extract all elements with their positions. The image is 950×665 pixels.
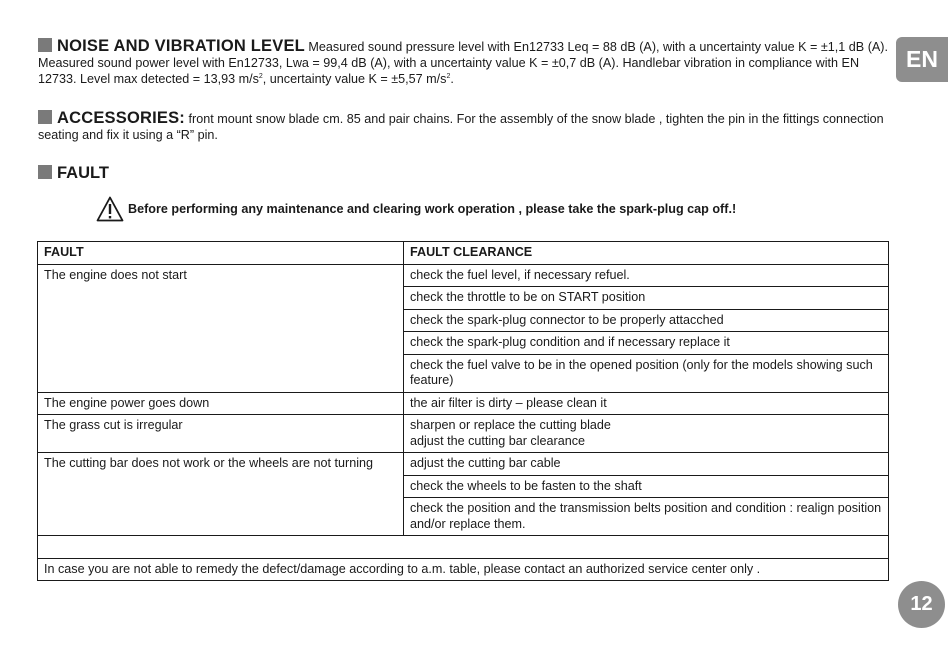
noise-sup-b: 2: [446, 73, 451, 80]
section-square-icon: [38, 165, 52, 179]
page-number: 12: [910, 593, 933, 615]
fault-cell: The grass cut is irregular: [38, 415, 404, 453]
fault-table: [37, 241, 889, 581]
noise-title: NOISE AND VIBRATION LEVEL: [57, 37, 305, 55]
remedy-cell: check the spark-plug condition and if necessary replace it: [404, 332, 889, 355]
accessories-section: [38, 110, 888, 143]
table-row: [38, 264, 889, 287]
warning-text: Before performing any maintenance and clearing work operation , please take the spark-plug cap off.!: [128, 202, 737, 216]
noise-text-b: , uncertainty value K = ±5,57 m/s: [262, 72, 447, 86]
fault-heading-label: FAULT: [57, 164, 109, 182]
table-footer-row: [38, 558, 889, 581]
language-tab-label: EN: [906, 46, 938, 72]
table-header-row: [38, 242, 889, 265]
header-fault-clearance: FAULT CLEARANCE: [404, 242, 889, 265]
empty-cell: [38, 536, 889, 559]
noise-text-a: Measured sound pressure level with En12733 Leq = 88 dB (A), with a uncertainty value K = ±1,1 dB (A). Measured sound power level with En12733, Lwa = 99,4 dB (A), with a uncertainty value K = ±0,7 dB (A). Handlebar vibration in compliance with EN 12733. Level max detected = 13,93 m/s: [38, 40, 888, 86]
page-number-badge: [898, 581, 945, 628]
remedy-line: sharpen or replace the cutting blade: [410, 418, 611, 432]
remedy-cell: [404, 415, 889, 453]
table-row: [38, 392, 889, 415]
section-square-icon: [38, 110, 52, 124]
warning-note: [96, 196, 736, 222]
remedy-cell: check the position and the transmission belts position and condition : realign position and/or replace them.: [404, 498, 889, 536]
noise-text-c: .: [450, 72, 454, 86]
remedy-cell: adjust the cutting bar cable: [404, 453, 889, 476]
remedy-cell: check the throttle to be on START position: [404, 287, 889, 310]
footer-note: In case you are not able to remedy the defect/damage according to a.m. table, please contact an authorized service center only .: [38, 558, 889, 581]
accessories-text: front mount snow blade cm. 85 and pair chains. For the assembly of the snow blade , tighten the pin in the fittings connection seating and fix it using a “R” pin.: [38, 112, 884, 142]
fault-cell: The engine power goes down: [38, 392, 404, 415]
fault-heading: [38, 164, 109, 183]
remedy-line: adjust the cutting bar clearance: [410, 433, 586, 448]
noise-vibration-section: [38, 38, 888, 87]
header-fault: FAULT: [38, 242, 404, 265]
remedy-cell: check the spark-plug connector to be properly attacched: [404, 309, 889, 332]
accessories-title: ACCESSORIES:: [57, 109, 186, 127]
table-row: [38, 453, 889, 476]
fault-cell: The cutting bar does not work or the wheels are not turning: [38, 453, 404, 536]
table-empty-row: [38, 536, 889, 559]
warning-triangle-icon: [96, 196, 124, 222]
table-row: [38, 415, 889, 453]
noise-sup-a: 2: [258, 73, 263, 80]
remedy-cell: check the fuel valve to be in the opened position (only for the models showing such feature): [404, 354, 889, 392]
remedy-cell: the air filter is dirty – please clean it: [404, 392, 889, 415]
section-square-icon: [38, 38, 52, 52]
remedy-cell: check the wheels to be fasten to the shaft: [404, 475, 889, 498]
remedy-cell: check the fuel level, if necessary refuel.: [404, 264, 889, 287]
language-tab: [896, 37, 948, 82]
fault-cell: The engine does not start: [38, 264, 404, 392]
